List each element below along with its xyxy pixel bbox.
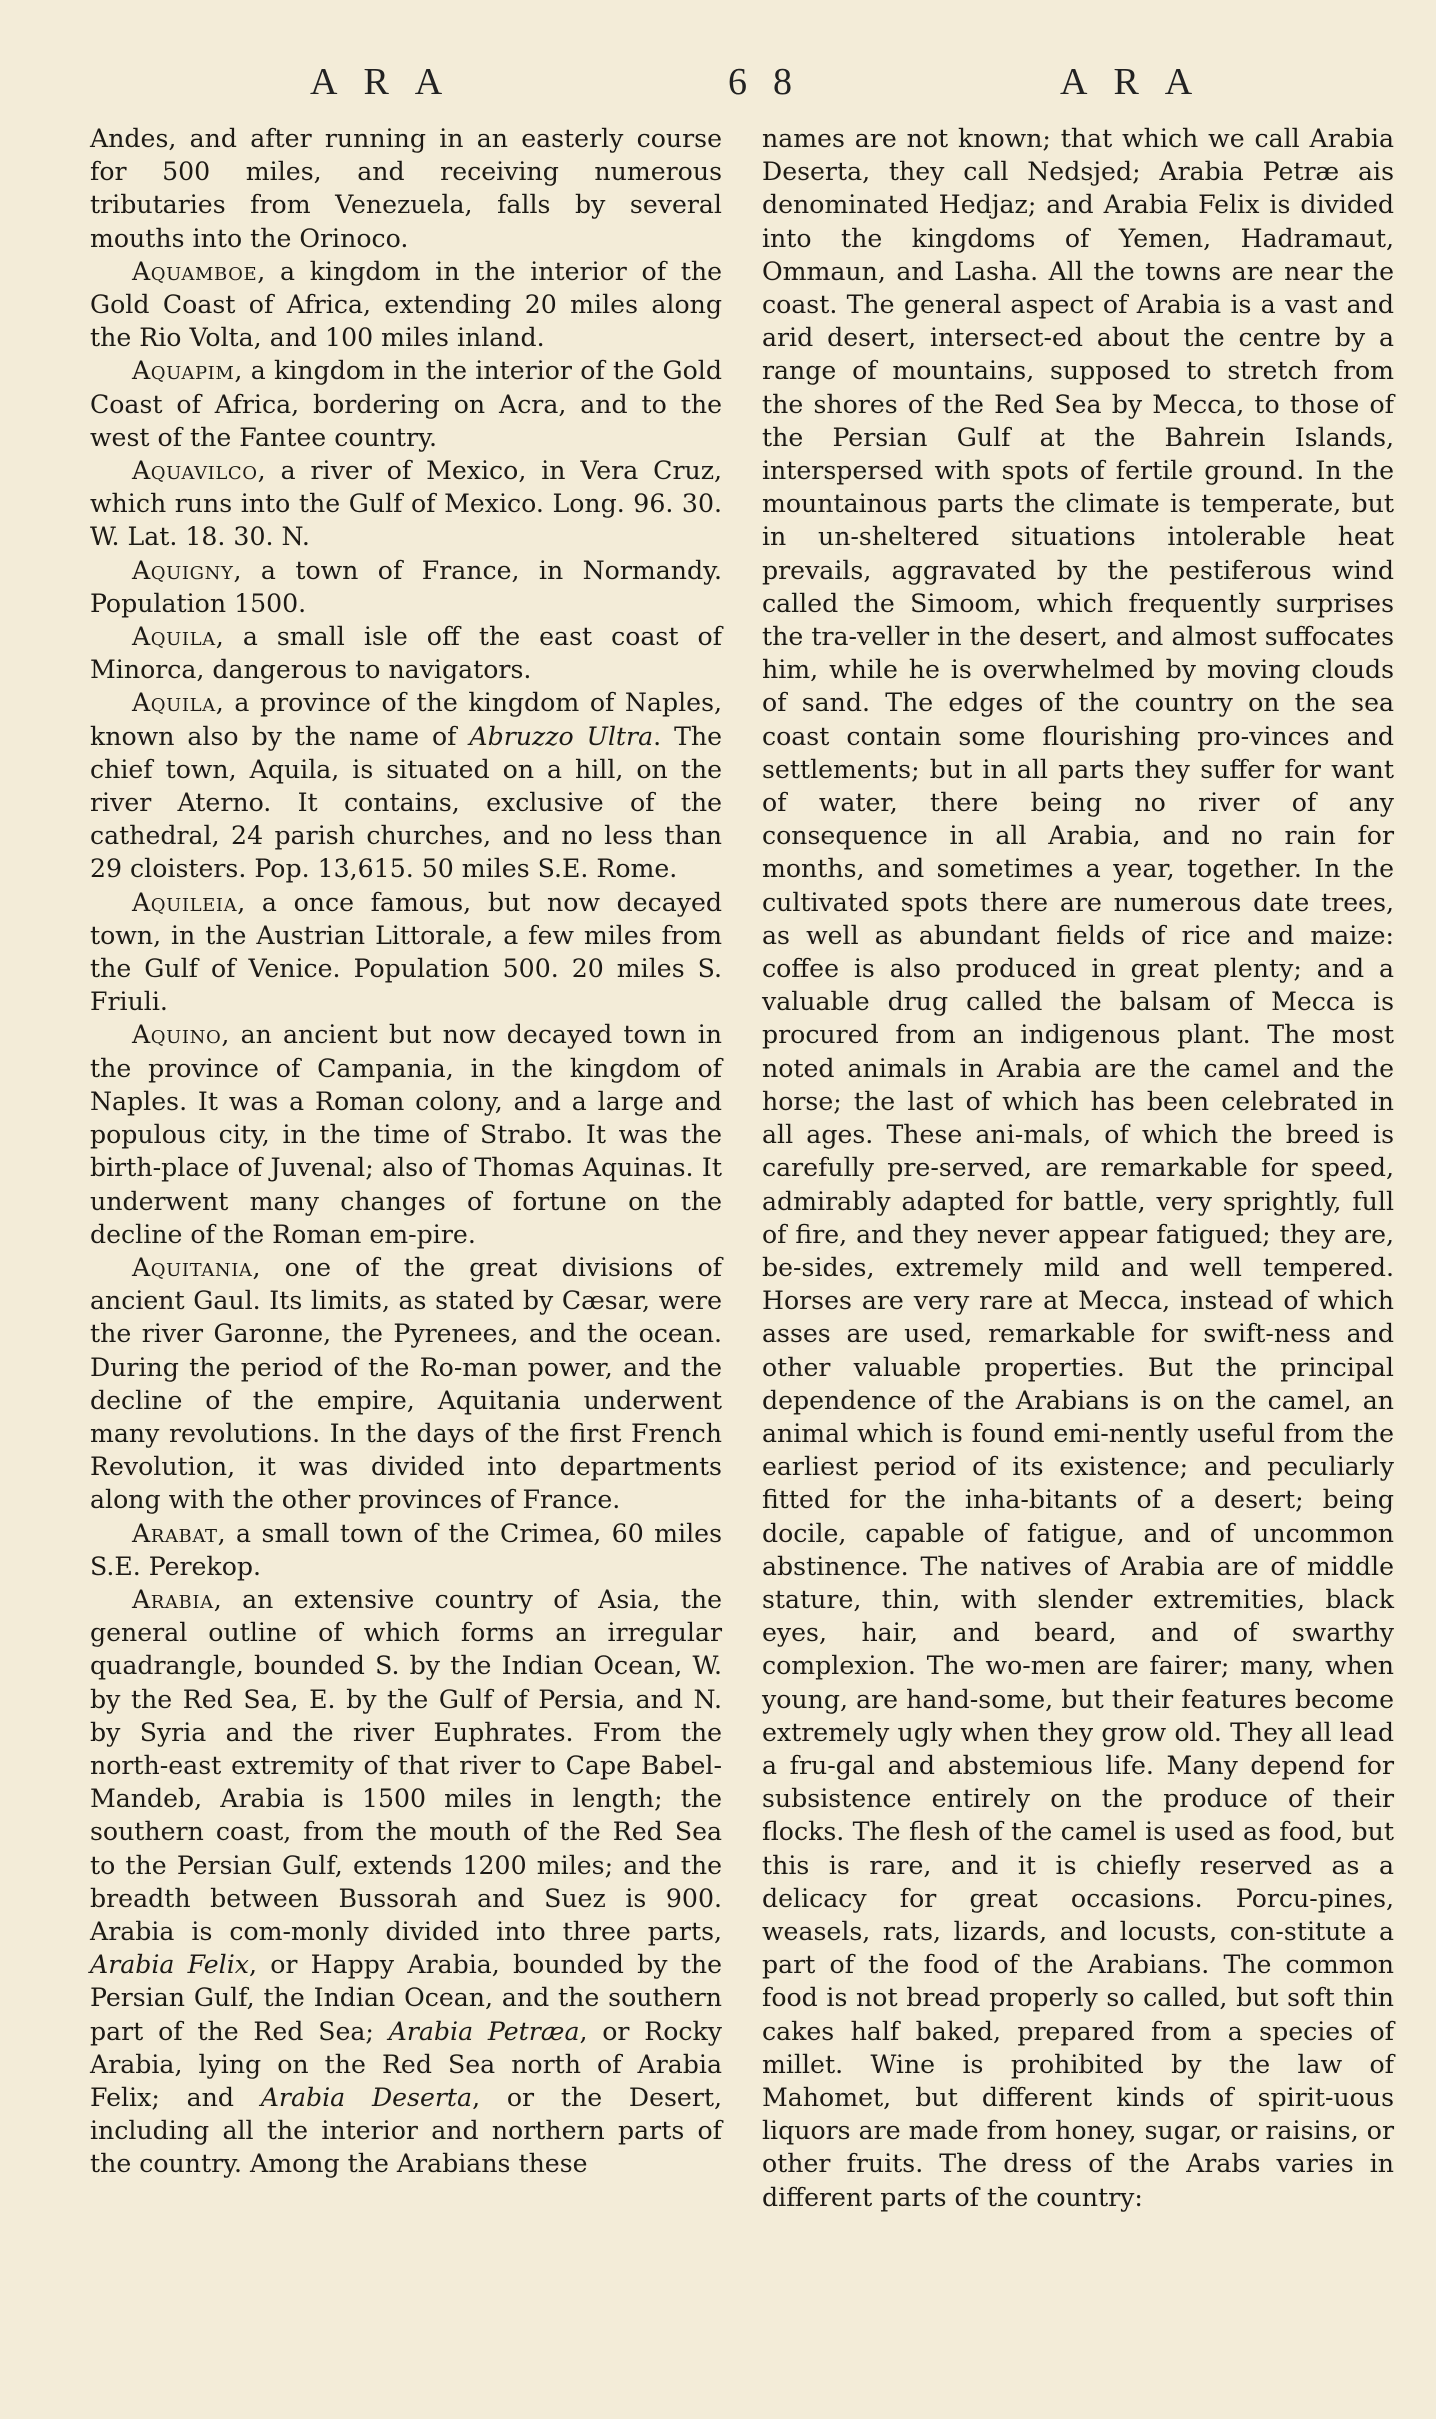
entry-headword: Aquamboe [132, 256, 258, 286]
entry-headword: Aquileia [132, 887, 238, 917]
entry-headword: Arabia [132, 1584, 214, 1614]
entry-continuation: Andes, and after running in an easterly course for 500 miles, and receiving numerous tributaries from Venezuela, falls by several mouths into the Orinoco. [90, 124, 722, 253]
entry-headword: Aquila [132, 622, 216, 652]
entry-aquitania: Aquitania, one of the great divisions of ancient Gaul. Its limits, as stated by Cæsar, were the river Garonne, the Pyrenees, and the ocean. During the period of the Ro-man power, and the decline of the empire, Aquitania underwent many revolutions. In the days of the first French Revolution, it was divided into departments along with the other provinces of France. [90, 1252, 722, 1515]
entry-aquileia: Aquileia, a once famous, but now decayed town, in the Austrian Littorale, a few miles from the Gulf of Venice. Population 500. 20 miles S. Friuli. [90, 887, 722, 1017]
entry-headword: Aquila [132, 688, 216, 718]
entry-aquigny: Aquigny, a town of France, in Normandy. Population 1500. [90, 555, 722, 618]
entry-headword: Aquigny [132, 555, 234, 585]
entry-arabia-continued: names are not known; that which we call Arabia Deserta, they call Nedsjed; Arabia Petræ ais denominated Hedjaz; and Arabia Felix is divided into the kingdoms of Yemen, Hadramaut, Ommaun, and Lasha. All the towns are near the coast. The general aspect of Arabia is a vast and arid desert, intersect-ed about the centre by a range of mountains, supposed to stretch from the shores of the Red Sea by Mecca, to those of the Persian Gulf at the Bahrein Islands, interspersed with spots of fertile ground. In the mountainous parts the climate is temperate, but in un-sheltered situations intolerable heat prevails, aggravated by the pestiferous wind called the Simoom, which frequently surprises the tra-veller in the desert, and almost suffocates him, while he is overwhelmed by moving clouds of sand. The edges of the country on the sea coast contain some flourishing pro-vinces and settlements; but in all parts they suffer for want of water, there being no river of any consequence in all Arabia, and no rain for months, and sometimes a year, together. In the cultivated spots there are numerous date trees, as well as abundant fields of rice and maize: coffee is also produced in great plenty; and a valuable drug called the balsam of Mecca is procured from an indigenous plant. The most noted animals in Arabia are the camel and the horse; the last of which has been celebrated in all ages. These ani-mals, of which the breed is carefully pre-served, are remarkable for speed, admirably adapted for battle, very sprightly, full of fire, and they never appear fatigued; they are, be-sides, extremely mild and well tempered. Horses are very rare at Mecca, instead of which asses are used, remarkable for swift-ness and other valuable properties. But the principal dependence of the Arabians is on the camel, an animal which is found emi-nently useful from the earliest period of its existence; and peculiarly fitted for the inha-bitants of a desert; being docile, capable of fatigue, and of uncommon abstinence. The natives of Arabia are of middle stature, thin, with slender extremities, black eyes, hair, and beard, and of swarthy complexion. The wo-men are fairer; many, when young, are hand-some, but their features become extremely ugly when they grow old. They all lead a fru-gal and abstemious life. Many depend for subsistence entirely on the produce of their flocks. The flesh of the camel is used as food, but this is rare, and it is chiefly reserved as a delicacy for great occasions. Porcu-pines, weasels, rats, lizards, and locusts, con-stitute a part of the food of the Arabians. The common food is not bread properly so called, but soft thin cakes half baked, prepared from a species of millet. Wine is prohibited by the law of Mahomet, but different kinds of spirit-uous liquors are made from honey, sugar, or raisins, or other fruits. The dress of the Arabs varies in different parts of the country: [762, 124, 1394, 2212]
entry-aquila-province: Aquila, a province of the kingdom of Naples, known also by the name of Abruzzo Ultra. The chief town, Aquila, is situated on a hill, on the river Aterno. It contains, exclusive of the cathedral, 24 parish churches, and no less than 29 cloisters. Pop. 13,615. 50 miles S.E. Rome. [90, 688, 723, 884]
entry-aquapim: Aquapim, a kingdom in the interior of the Gold Coast of Africa, bordering on Acra, and to the west of the Fantee country. [90, 356, 722, 452]
entry-aquila-isle: Aquila, a small isle off the east coast of Minorca, dangerous to navigators. [90, 622, 722, 685]
entry-headword: Arabat [132, 1518, 218, 1548]
page-number: 68 [728, 61, 818, 103]
entry-aquavilco: Aquavilco, a river of Mexico, in Vera Cruz, which runs into the Gulf of Mexico. Long. 96. 30. W. Lat. 18. 30. N. [90, 456, 722, 552]
entry-headword: Aquapim [132, 356, 235, 386]
header-right-guideword: ARA [1060, 61, 1219, 103]
right-column [762, 122, 1394, 2214]
entry-headword: Aquitania [132, 1252, 253, 1282]
entry-arabat: Arabat, a small town of the Crimea, 60 miles S.E. Perekop. [90, 1518, 722, 1581]
entry-arabia: Arabia, an extensive country of Asia, the general outline of which forms an irregular quadrangle, bounded S. by the Indian Ocean, W. by the Red Sea, E. by the Gulf of Persia, and N. by Syria and the river Euphrates. From the north-east extremity of that river to Cape Babel-Mandeb, Arabia is 1500 miles in length; the southern coast, from the mouth of the Red Sea to the Persian Gulf, extends 1200 miles; and the breadth between Bussorah and Suez is 900. Arabia is com-monly divided into three parts, Arabia Felix, or Happy Arabia, bounded by the Persian Gulf, the Indian Ocean, and the southern part of the Red Sea; Arabia Petræa, or Rocky Arabia, lying on the Red Sea north of Arabia Felix; and Arabia Deserta, or the Desert, including all the interior and northern parts of the country. Among the Arabians these [90, 1584, 722, 2179]
entry-headword: Aquavilco [132, 456, 258, 486]
entry-headword: Aquino [132, 1020, 222, 1050]
entry-aquino: Aquino, an ancient but now decayed town in the province of Campania, in the kingdom of Naples. It was a Roman colony, and a large and populous city, in the time of Strabo. It was the birth-place of Juvenal; also of Thomas Aquinas. It underwent many changes of fortune on the decline of the Roman em-pire. [90, 1020, 722, 1249]
running-header [80, 60, 1360, 108]
entry-aquamboe: Aquamboe, a kingdom in the interior of the Gold Coast of Africa, extending 20 miles along the Rio Volta, and 100 miles inland. [90, 256, 722, 353]
left-column [90, 122, 722, 2181]
header-left-guideword: ARA [310, 61, 469, 103]
